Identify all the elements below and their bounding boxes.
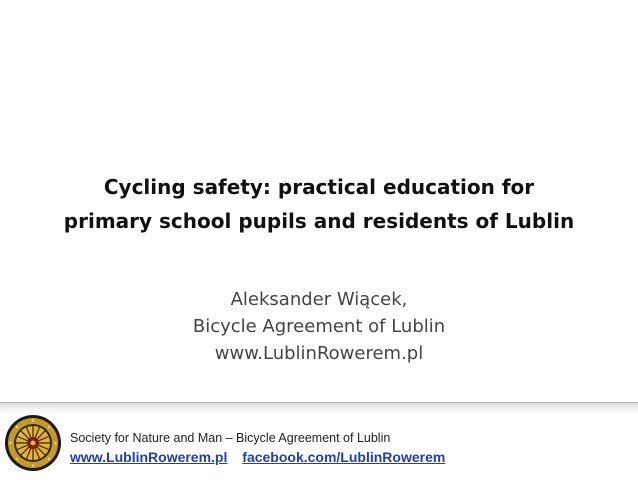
slide-title [0,170,638,238]
author-name: Aleksander Wiącek, [230,289,408,310]
author-organization: Bicycle Agreement of Lublin [192,316,446,337]
bicycle-wheel-logo-icon [4,414,62,472]
author-website: www.LublinRowerem.pl [214,343,424,364]
footer-organization: Society for Nature and Man – Bicycle Agreement of Lublin [70,431,391,445]
slide-title-line-2: primary school pupils and residents of Lublin [63,209,575,233]
slide-title-line-1: Cycling safety: practical education for [103,175,535,199]
facebook-link[interactable]: facebook.com/LublinRowerem [242,449,446,465]
slide-subtitle [0,286,638,367]
website-link[interactable]: www.LublinRowerem.pl [70,449,228,465]
footer-links [70,449,456,465]
